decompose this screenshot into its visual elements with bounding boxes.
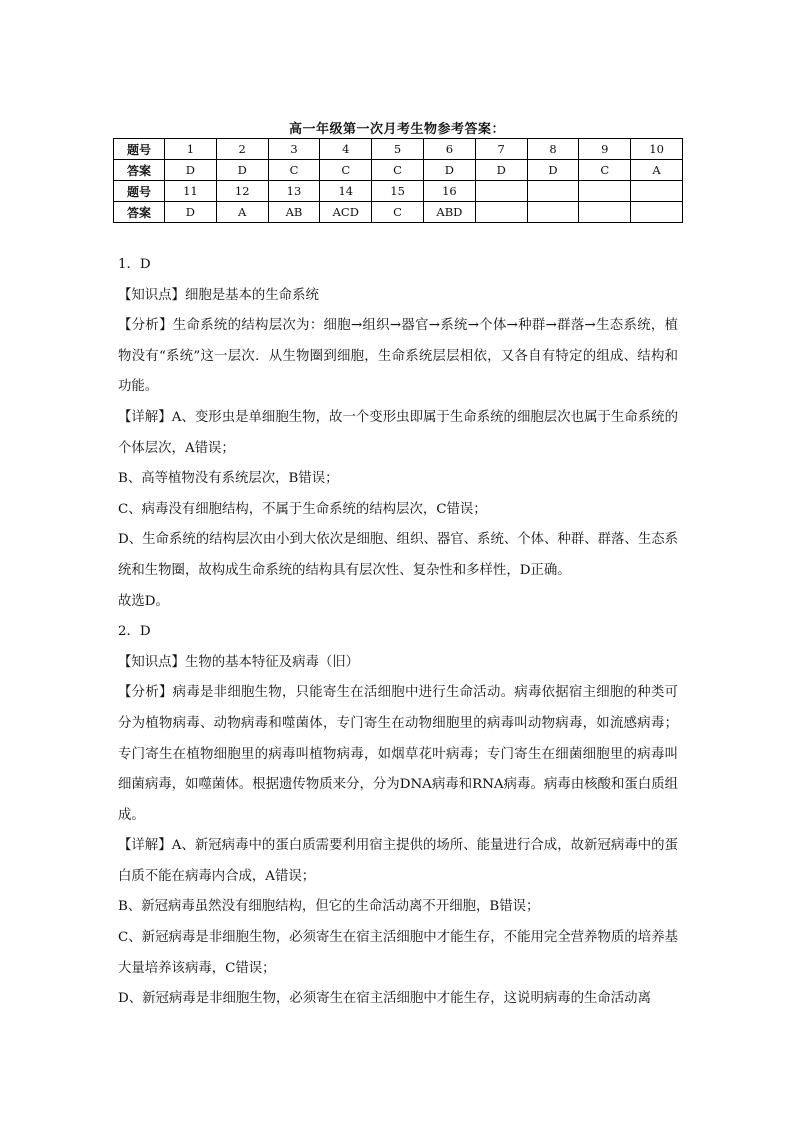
answer-cell: D bbox=[216, 160, 268, 181]
answer-cell: ABD bbox=[423, 202, 475, 223]
knowledge-point: 【知识点】生物的基本特征及病毒（旧） bbox=[118, 654, 360, 670]
question-number: 10 bbox=[631, 139, 683, 160]
detail-option: B、新冠病毒虽然没有细胞结构，但它的生命活动离不开细胞，B错误； bbox=[118, 899, 540, 915]
question-number: 13 bbox=[268, 181, 320, 202]
explanation-body bbox=[118, 250, 678, 1015]
detail-paragraph: 【详解】A、新冠病毒中的蛋白质需要利用宿主提供的场所、能量进行合成，故新冠病毒中的蛋白质不能在病毒内合成，A错误； bbox=[118, 838, 678, 884]
answer-cell: C bbox=[372, 202, 424, 223]
question-number: 1 bbox=[165, 139, 217, 160]
question-number: 11 bbox=[165, 181, 217, 202]
answer-cell: D bbox=[165, 160, 217, 181]
table-row-answer-1 bbox=[114, 160, 683, 181]
question-number: 6 bbox=[423, 139, 475, 160]
question-number: 16 bbox=[423, 181, 475, 202]
detail-paragraph: 【详解】A、变形虫是单细胞生物，故一个变形虫即属于生命系统的细胞层次也属于生命系统的个体层次，A错误； bbox=[118, 409, 678, 456]
question-number: 12 bbox=[216, 181, 268, 202]
answer-cell: C bbox=[579, 160, 631, 181]
answer-cell: D bbox=[475, 160, 527, 181]
question-number: 8 bbox=[527, 139, 579, 160]
question-number: 7 bbox=[475, 139, 527, 160]
question-heading: 2．D bbox=[118, 624, 151, 640]
answer-cell: C bbox=[372, 160, 424, 181]
answer-cell: D bbox=[423, 160, 475, 181]
empty-cell bbox=[475, 181, 527, 202]
empty-cell bbox=[579, 181, 631, 202]
answer-key-title: 高一年级第一次月考生物参考答案： bbox=[288, 122, 505, 137]
answer-cell: D bbox=[527, 160, 579, 181]
detail-option: D、新冠病毒是非细胞生物，必须寄生在宿主活细胞中才能生存，这说明病毒的生命活动离 bbox=[118, 991, 651, 1007]
answer-cell: ACD bbox=[320, 202, 372, 223]
answer-cell: D bbox=[165, 202, 217, 223]
question-number: 15 bbox=[372, 181, 424, 202]
question-number: 5 bbox=[372, 139, 424, 160]
detail-option: C、病毒没有细胞结构，不属于生命系统的结构层次，C错误； bbox=[118, 501, 487, 517]
knowledge-point: 【知识点】细胞是基本的生命系统 bbox=[118, 287, 319, 303]
empty-cell bbox=[475, 202, 527, 223]
table-row-question-2 bbox=[114, 181, 683, 202]
empty-cell bbox=[631, 181, 683, 202]
question-number: 9 bbox=[579, 139, 631, 160]
empty-cell bbox=[527, 202, 579, 223]
empty-cell bbox=[631, 202, 683, 223]
row-label-question: 题号 bbox=[114, 139, 165, 160]
conclusion: 故选D。 bbox=[118, 593, 169, 609]
question-number: 4 bbox=[320, 139, 372, 160]
answer-cell: A bbox=[216, 202, 268, 223]
question-number: 14 bbox=[320, 181, 372, 202]
answer-cell: A bbox=[631, 160, 683, 181]
table-row-question-1 bbox=[114, 139, 683, 160]
row-label-answer: 答案 bbox=[114, 202, 165, 223]
row-label-answer: 答案 bbox=[114, 160, 165, 181]
answer-cell: AB bbox=[268, 202, 320, 223]
question-number: 2 bbox=[216, 139, 268, 160]
empty-cell bbox=[527, 181, 579, 202]
detail-option: D、生命系统的结构层次由小到大依次是细胞、组织、器官、系统、个体、种群、群落、生态系统和生物圈，故构成生命系统的结构具有层次性、复杂性和多样性，D正确。 bbox=[118, 532, 678, 578]
table-row-answer-2 bbox=[114, 202, 683, 223]
empty-cell bbox=[579, 202, 631, 223]
question-heading: 1．D bbox=[118, 257, 151, 272]
answer-cell: C bbox=[268, 160, 320, 181]
analysis-paragraph: 【分析】生命系统的结构层次为：细胞→组织→器官→系统→个体→种群→群落→生态系统，植物没有“系统”这一层次．从生物圈到细胞，生命系统层层相依，又各自有特定的组成、结构和功能。 bbox=[118, 318, 678, 395]
analysis-paragraph: 【分析】病毒是非细胞生物，只能寄生在活细胞中进行生命活动。病毒依据宿主细胞的种类可分为植物病毒、动物病毒和噬菌体，专门寄生在动物细胞里的病毒叫动物病毒，如流感病毒；专门寄生在植物细胞里的病毒叫植物病毒，如烟草花叶病毒；专门寄生在细菌细胞里的病毒叫细菌病毒，如噬菌体。根据遗传物质来分，分为DNA病毒和RNA病毒。病毒由核酸和蛋白质组成。 bbox=[118, 685, 678, 823]
answer-cell: C bbox=[320, 160, 372, 181]
row-label-question: 题号 bbox=[114, 181, 165, 202]
question-number: 3 bbox=[268, 139, 320, 160]
detail-option: B、高等植物没有系统层次，B错误； bbox=[118, 471, 339, 487]
answer-table bbox=[113, 138, 683, 223]
detail-option: C、新冠病毒是非细胞生物，必须寄生在宿主活细胞中才能生存，不能用完全营养物质的培养基大量培养该病毒，C错误； bbox=[118, 930, 678, 976]
